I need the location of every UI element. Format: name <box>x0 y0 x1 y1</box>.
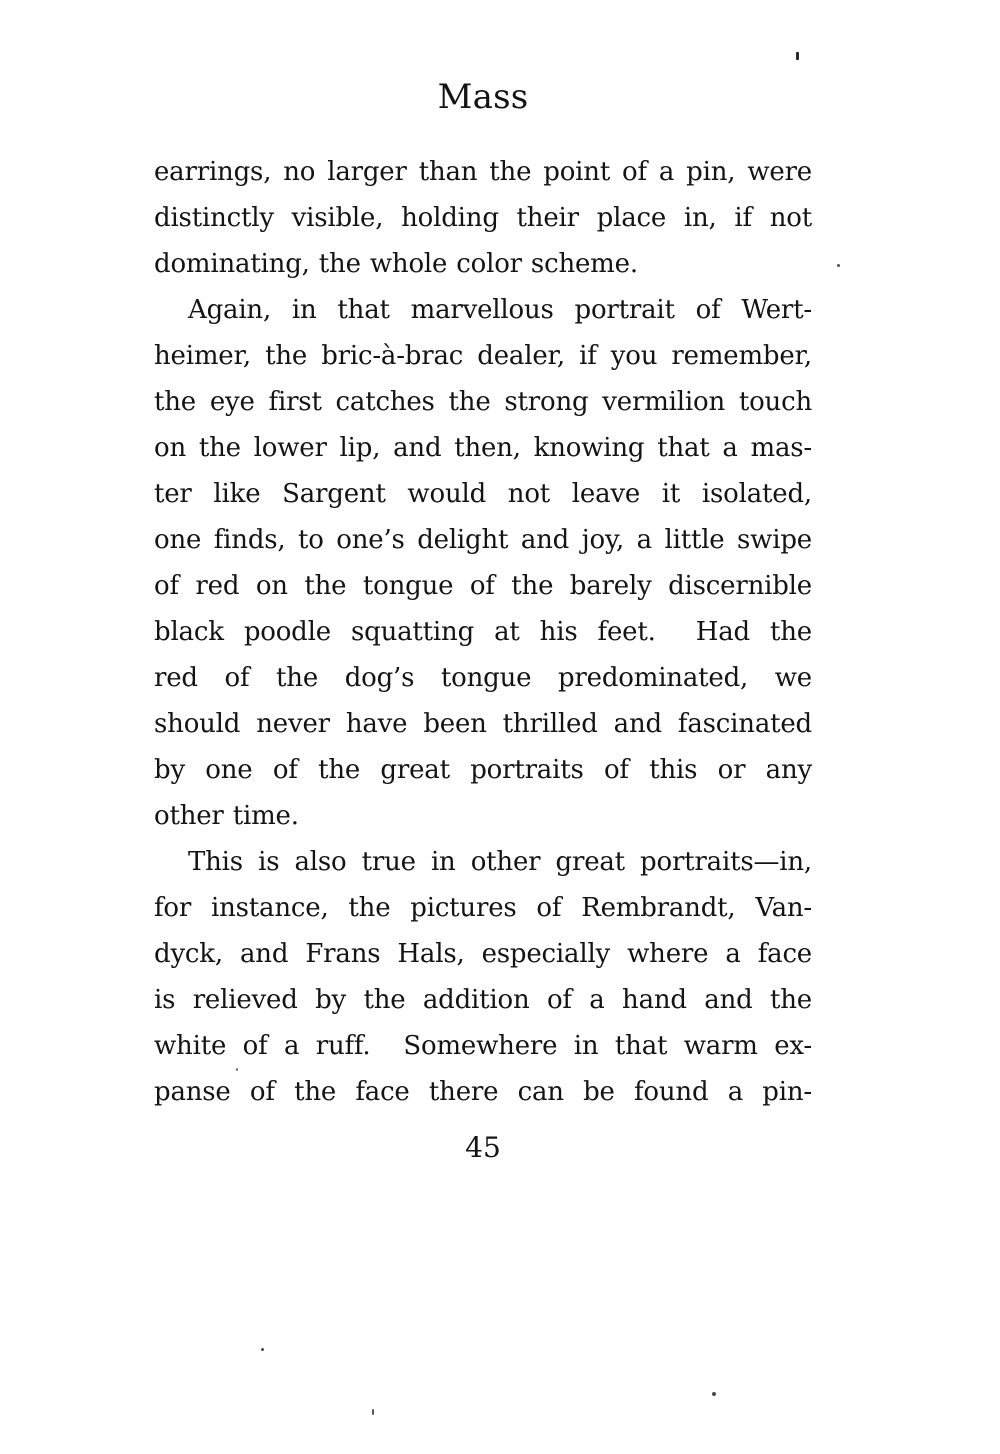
text-line: one finds, to one’s delight and joy, a little swipe <box>154 525 812 555</box>
scan-speck <box>236 1068 238 1071</box>
text-line: is relieved by the addition of a hand and the <box>154 985 812 1015</box>
text-line: dominating, the whole color scheme. <box>154 249 638 279</box>
text-line: on the lower lip, and then, knowing that a mas- <box>154 433 812 463</box>
text-line: white of a ruff. Somewhere in that warm ex- <box>154 1031 812 1061</box>
scan-speck <box>261 1348 264 1351</box>
text-line: black poodle squatting at his feet. Had the <box>154 617 812 647</box>
page-number: 45 <box>465 1131 501 1164</box>
text-line: panse of the face there can be found a pin- <box>154 1077 812 1107</box>
text-line: Again, in that marvellous portrait of Wert- <box>188 295 812 325</box>
text-line: by one of the great portraits of this or any <box>154 755 812 785</box>
text-line: red of the dog’s tongue predominated, we <box>154 663 812 693</box>
page-title: Mass <box>437 77 529 117</box>
scan-speck <box>372 1409 374 1415</box>
text-line: ter like Sargent would not leave it isolated, <box>154 479 812 509</box>
scan-speck <box>796 52 799 60</box>
text-line: for instance, the pictures of Rembrandt, Van- <box>154 893 812 923</box>
text-line: distinctly visible, holding their place in, if not <box>154 203 812 233</box>
text-line: the eye first catches the strong vermilion touch <box>154 387 812 417</box>
text-line: dyck, and Frans Hals, especially where a face <box>154 939 812 969</box>
scan-speck <box>837 264 840 267</box>
text-line: earrings, no larger than the point of a pin, were <box>154 157 812 187</box>
body-text <box>154 149 812 1115</box>
scan-speck <box>712 1392 716 1396</box>
text-line: other time. <box>154 801 299 831</box>
text-line: should never have been thrilled and fascinated <box>154 709 812 739</box>
text-line: of red on the tongue of the barely discernible <box>154 571 812 601</box>
text-line: This is also true in other great portraits—in, <box>188 847 812 877</box>
text-line: heimer, the bric-à-brac dealer, if you remember, <box>154 341 812 371</box>
